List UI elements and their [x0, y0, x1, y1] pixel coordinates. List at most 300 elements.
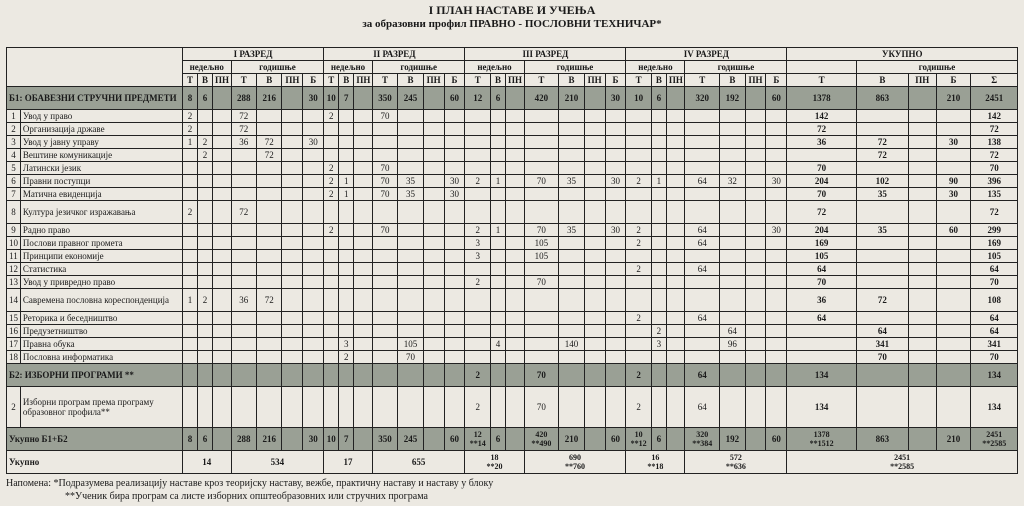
table-cell [354, 201, 373, 224]
table-cell [720, 136, 745, 149]
header-weekly-3: недељно [465, 61, 524, 74]
table-cell [856, 162, 908, 175]
table-cell [584, 149, 605, 162]
table-cell [444, 338, 465, 351]
header-col-3-0: Т [465, 74, 490, 87]
table-cell [626, 123, 651, 136]
table-cell: 2451 [971, 87, 1018, 110]
value: 2451 [894, 453, 911, 462]
table-cell [584, 87, 605, 110]
subject-name: Пословна информатика [20, 351, 182, 364]
table-cell [398, 123, 423, 136]
table-cell: 70 [524, 387, 559, 428]
header-total-col-2: ПН [908, 74, 936, 87]
row-number: 7 [7, 188, 21, 201]
value: 10 [634, 430, 643, 439]
table-cell-stacked [685, 451, 787, 474]
table-cell [626, 110, 651, 123]
table-cell: 12 [465, 87, 490, 110]
table-cell: 30 [936, 136, 971, 149]
table-cell [605, 312, 626, 325]
table-cell [398, 149, 423, 162]
table-cell: 2 [626, 263, 651, 276]
table-cell [505, 289, 524, 312]
table-cell [605, 289, 626, 312]
table-cell: 3 [465, 237, 490, 250]
table-cell [584, 289, 605, 312]
table-cell [685, 162, 720, 175]
table-cell [213, 162, 232, 175]
header-col-2-3: Т [372, 74, 397, 87]
table-cell [559, 276, 584, 289]
table-cell [465, 136, 490, 149]
table-cell [626, 136, 651, 149]
table-cell [231, 175, 256, 188]
table-cell [444, 110, 465, 123]
table-cell: 2 [465, 175, 490, 188]
table-cell [282, 87, 303, 110]
header-total-yearly: годишње [856, 61, 1017, 74]
table-cell: 70 [524, 276, 559, 289]
table-cell [651, 276, 666, 289]
table-cell [257, 250, 282, 263]
table-cell: 2 [198, 289, 213, 312]
table-cell [182, 364, 197, 387]
table-cell [666, 188, 685, 201]
table-row [7, 224, 1018, 237]
table-cell [505, 387, 524, 428]
table-cell [324, 338, 339, 351]
header-total-col-1: В [856, 74, 908, 87]
table-cell: 288 [231, 87, 256, 110]
table-cell [626, 201, 651, 224]
table-cell [324, 312, 339, 325]
table-cell [666, 364, 685, 387]
table-cell [231, 387, 256, 428]
table-cell [398, 364, 423, 387]
table-cell [856, 237, 908, 250]
table-cell [505, 188, 524, 201]
table-cell [720, 110, 745, 123]
table-cell [182, 263, 197, 276]
table-cell: 134 [971, 364, 1018, 387]
table-cell: 2 [626, 175, 651, 188]
table-cell [685, 351, 720, 364]
table-cell [745, 201, 766, 224]
table-cell [182, 224, 197, 237]
footnote-2: **Ученик бира програм са листе изборних општеобразовних или стручних програма [65, 491, 428, 502]
table-cell [372, 201, 397, 224]
value-alt: **490 [531, 439, 552, 448]
table-cell [666, 338, 685, 351]
row-number: 10 [7, 237, 21, 250]
subject-name: Статистика [20, 263, 182, 276]
table-cell [198, 263, 213, 276]
table-cell [584, 224, 605, 237]
table-cell [766, 162, 787, 175]
table-cell-stacked [626, 428, 651, 451]
table-cell [324, 201, 339, 224]
footnote-1: Напомена: *Подразумева реализацију наставе кроз теоријску наставу, вежбе, практичну наставу и наставу у блоку [6, 478, 494, 489]
table-cell [198, 276, 213, 289]
table-cell [257, 224, 282, 237]
table-cell: 36 [231, 136, 256, 149]
table-cell: 2 [465, 224, 490, 237]
table-cell [465, 201, 490, 224]
table-cell [282, 250, 303, 263]
table-cell [324, 387, 339, 428]
table-cell [213, 325, 232, 338]
table-cell [908, 162, 936, 175]
table-cell: 1 [651, 175, 666, 188]
table-cell: 72 [787, 201, 856, 224]
table-cell [423, 289, 444, 312]
table-cell [766, 387, 787, 428]
table-row [7, 351, 1018, 364]
table-cell [198, 312, 213, 325]
table-cell [372, 387, 397, 428]
table-cell-stacked [465, 428, 490, 451]
table-cell [339, 250, 354, 263]
table-cell [584, 201, 605, 224]
table-cell [559, 289, 584, 312]
table-cell: 299 [971, 224, 1018, 237]
header-total-col-4: Σ [971, 74, 1018, 87]
table-cell [766, 188, 787, 201]
table-cell [354, 224, 373, 237]
table-cell [936, 276, 971, 289]
table-cell [505, 110, 524, 123]
table-cell [685, 149, 720, 162]
table-cell [908, 149, 936, 162]
table-cell [282, 325, 303, 338]
table-cell: 70 [971, 276, 1018, 289]
table-cell [584, 110, 605, 123]
table-cell [584, 364, 605, 387]
table-cell [605, 387, 626, 428]
table-cell [666, 136, 685, 149]
table-cell [766, 123, 787, 136]
table-cell [936, 123, 971, 136]
table-cell [282, 188, 303, 201]
header-col-1-4: В [257, 74, 282, 87]
table-cell [354, 289, 373, 312]
table-cell [303, 351, 324, 364]
table-cell [787, 325, 856, 338]
table-cell: 210 [559, 428, 584, 451]
table-cell: 2 [182, 110, 197, 123]
header-row-years [7, 48, 1018, 61]
table-cell [282, 123, 303, 136]
table-cell: 35 [856, 224, 908, 237]
table-cell [444, 351, 465, 364]
table-cell: 70 [524, 175, 559, 188]
table-cell [444, 237, 465, 250]
table-cell [324, 123, 339, 136]
table-cell: 72 [787, 123, 856, 136]
table-cell: 30 [303, 136, 324, 149]
table-cell: 6 [490, 428, 505, 451]
table-cell [584, 387, 605, 428]
table-cell [423, 263, 444, 276]
table-cell [605, 351, 626, 364]
table-cell [354, 312, 373, 325]
table-cell: 36 [231, 289, 256, 312]
table-cell [666, 263, 685, 276]
header-col-1-0: Т [182, 74, 197, 87]
table-row [7, 289, 1018, 312]
table-cell [651, 123, 666, 136]
table-cell [398, 263, 423, 276]
table-cell [303, 312, 324, 325]
value: 690 [568, 453, 581, 462]
table-cell: 60 [444, 428, 465, 451]
document-subtitle: за образовни профил ПРАВНО - ПОСЛОВНИ ТЕХНИЧАР* [362, 18, 662, 30]
table-cell [324, 351, 339, 364]
subject-name: Укупно Б1+Б2 [7, 428, 183, 451]
header-yearly-3: годишње [524, 61, 626, 74]
table-cell: 3 [339, 338, 354, 351]
table-cell [182, 325, 197, 338]
table-cell [908, 387, 936, 428]
table-cell [685, 289, 720, 312]
table-cell [584, 276, 605, 289]
subject-name: Правни поступци [20, 175, 182, 188]
table-cell [856, 387, 908, 428]
table-cell [745, 149, 766, 162]
row-number: 8 [7, 201, 21, 224]
table-cell [559, 387, 584, 428]
table-cell [423, 312, 444, 325]
table-cell [198, 162, 213, 175]
table-cell: 2 [324, 188, 339, 201]
value-alt: **636 [725, 462, 746, 471]
table-cell: 2 [651, 325, 666, 338]
table-cell [398, 387, 423, 428]
table-cell [626, 289, 651, 312]
table-cell [423, 87, 444, 110]
table-cell [282, 338, 303, 351]
table-cell: 2 [626, 237, 651, 250]
table-cell [505, 364, 524, 387]
table-cell [626, 351, 651, 364]
subject-name: Латински језик [20, 162, 182, 175]
table-cell [524, 201, 559, 224]
table-cell [444, 312, 465, 325]
row-number: 18 [7, 351, 21, 364]
table-cell: 216 [257, 428, 282, 451]
table-cell [465, 263, 490, 276]
table-cell [444, 224, 465, 237]
table-row [7, 250, 1018, 263]
table-cell [584, 136, 605, 149]
table-cell [605, 149, 626, 162]
table-cell [720, 201, 745, 224]
table-cell: 35 [559, 175, 584, 188]
value: 16 [651, 453, 660, 462]
table-cell [354, 136, 373, 149]
table-cell [354, 250, 373, 263]
table-cell [339, 224, 354, 237]
table-cell [257, 175, 282, 188]
header-yearly-2: годишње [372, 61, 465, 74]
table-cell [213, 289, 232, 312]
table-cell [372, 325, 397, 338]
table-cell [685, 201, 720, 224]
table-cell [257, 325, 282, 338]
table-cell [524, 149, 559, 162]
table-cell [324, 276, 339, 289]
table-cell: 70 [787, 162, 856, 175]
table-cell [651, 110, 666, 123]
table-cell [720, 289, 745, 312]
table-cell [303, 387, 324, 428]
table-cell: 60 [444, 87, 465, 110]
header-col-1-2: ПН [213, 74, 232, 87]
table-cell: 8 [182, 87, 197, 110]
table-cell [745, 312, 766, 325]
table-cell: 72 [257, 136, 282, 149]
table-cell [936, 351, 971, 364]
table-cell [423, 123, 444, 136]
table-cell [198, 123, 213, 136]
header-col-2-1: В [339, 74, 354, 87]
table-cell [354, 87, 373, 110]
table-cell [423, 250, 444, 263]
table-cell [908, 351, 936, 364]
table-cell [766, 312, 787, 325]
table-cell [339, 237, 354, 250]
table-cell [490, 123, 505, 136]
table-cell [213, 351, 232, 364]
table-cell [339, 149, 354, 162]
table-cell [303, 201, 324, 224]
table-cell [231, 338, 256, 351]
table-cell [423, 175, 444, 188]
header-total-col-0: Т [787, 74, 856, 87]
table-cell [490, 387, 505, 428]
table-cell [908, 289, 936, 312]
table-cell: 10 [324, 428, 339, 451]
table-cell: 102 [856, 175, 908, 188]
header-col-2-4: В [398, 74, 423, 87]
table-cell: 2 [339, 351, 354, 364]
table-cell: 35 [398, 188, 423, 201]
table-cell [856, 263, 908, 276]
table-cell [198, 201, 213, 224]
table-cell [257, 123, 282, 136]
table-cell: 35 [559, 224, 584, 237]
table-cell [282, 237, 303, 250]
header-col-3-3: Т [524, 74, 559, 87]
row-number: 9 [7, 224, 21, 237]
table-cell [787, 338, 856, 351]
table-cell [524, 351, 559, 364]
table-cell [505, 338, 524, 351]
table-cell [856, 364, 908, 387]
table-cell: 32 [720, 175, 745, 188]
table-cell [398, 237, 423, 250]
table-cell [685, 276, 720, 289]
table-cell [490, 325, 505, 338]
table-cell [745, 387, 766, 428]
subject-name: Реторика и беседништво [20, 312, 182, 325]
table-cell: 30 [605, 224, 626, 237]
table-cell [745, 237, 766, 250]
table-cell [372, 351, 397, 364]
value-alt: **1512 [809, 439, 834, 448]
subject-name: Матична евиденција [20, 188, 182, 201]
table-cell [423, 387, 444, 428]
table-cell: 64 [685, 387, 720, 428]
table-cell [423, 364, 444, 387]
table-cell [745, 188, 766, 201]
table-cell [490, 250, 505, 263]
table-cell [651, 289, 666, 312]
table-cell [257, 188, 282, 201]
table-cell: 60 [766, 87, 787, 110]
table-cell [766, 110, 787, 123]
elective-header-row [7, 364, 1018, 387]
table-cell: 70 [398, 351, 423, 364]
table-cell: 134 [787, 364, 856, 387]
table-row [7, 87, 1018, 110]
table-cell [908, 224, 936, 237]
table-cell [213, 276, 232, 289]
table-cell [182, 351, 197, 364]
table-cell [584, 263, 605, 276]
table-cell: 204 [787, 224, 856, 237]
table-cell [766, 263, 787, 276]
subject-name: Увод у јавну управу [20, 136, 182, 149]
header-col-4-6: Б [766, 74, 787, 87]
table-cell: 6 [198, 428, 213, 451]
table-cell [282, 289, 303, 312]
table-cell [936, 250, 971, 263]
table-cell [198, 188, 213, 201]
table-cell [490, 312, 505, 325]
row-number: 15 [7, 312, 21, 325]
table-cell: 210 [936, 87, 971, 110]
table-cell [651, 250, 666, 263]
table-cell [745, 338, 766, 351]
value: 420 [535, 430, 548, 439]
subject-name: Б2: ИЗБОРНИ ПРОГРАМИ ** [7, 364, 183, 387]
table-cell [372, 263, 397, 276]
table-cell [257, 276, 282, 289]
table-cell [490, 276, 505, 289]
table-cell: 1 [490, 224, 505, 237]
table-cell: 70 [524, 364, 559, 387]
table-cell [766, 364, 787, 387]
table-cell: 70 [372, 175, 397, 188]
table-cell [936, 201, 971, 224]
row-number: 17 [7, 338, 21, 351]
table-cell: 420 [524, 87, 559, 110]
table-cell [490, 237, 505, 250]
row-number: 5 [7, 162, 21, 175]
table-cell: 341 [856, 338, 908, 351]
table-cell: 30 [605, 175, 626, 188]
table-cell: 30 [444, 188, 465, 201]
table-cell [626, 162, 651, 175]
table-cell [651, 237, 666, 250]
value: 320 [696, 430, 709, 439]
table-cell [559, 263, 584, 276]
table-cell [584, 312, 605, 325]
table-cell [198, 224, 213, 237]
table-cell [720, 237, 745, 250]
